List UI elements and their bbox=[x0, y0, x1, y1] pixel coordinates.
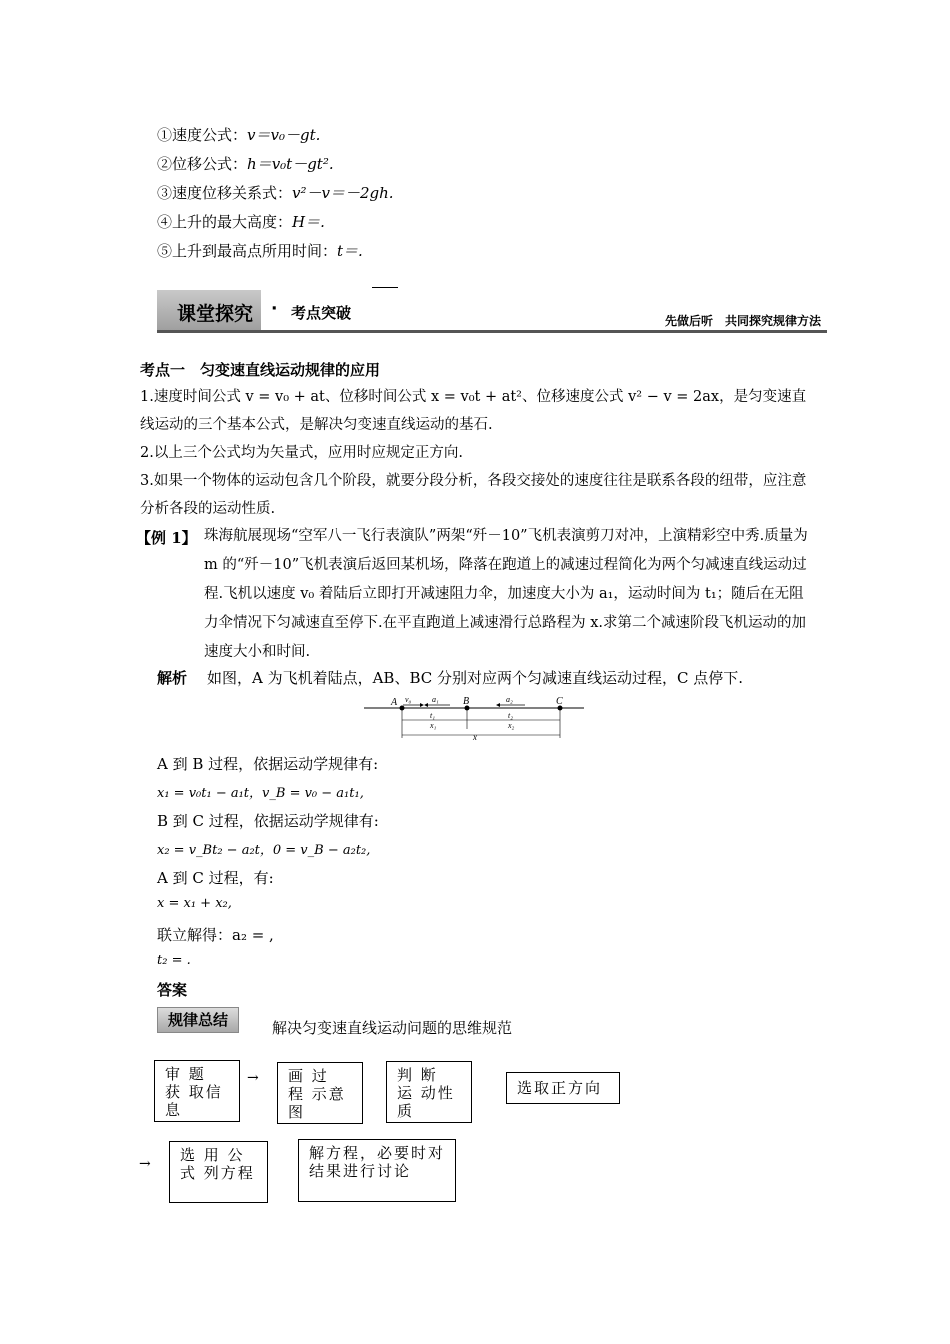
point-c-label: C bbox=[556, 696, 563, 707]
formula-5: ⑤上升到最高点所用时间：t＝. bbox=[157, 242, 363, 260]
section-header-band bbox=[157, 290, 827, 332]
a2-label: a₂ bbox=[506, 695, 513, 704]
rule-badge: 规律总结 bbox=[157, 1007, 239, 1033]
flow-arrow-2: → bbox=[139, 1156, 151, 1172]
flow-box-2: 画 过 程 示意图 bbox=[277, 1062, 363, 1124]
a1-label: a₁ bbox=[432, 695, 439, 704]
step-1: A 到 B 过程，依据运动学规律有: bbox=[157, 755, 379, 773]
point-1: 1.速度时间公式 v = v₀ + at、位移时间公式 x = v₀t + at²、位移速度公式 v² − v = 2ax，是匀变速直线运动的三个基本公式，是解决匀变速直线运动的基石. bbox=[140, 389, 807, 433]
example-text: 珠海航展现场“空军八一飞行表演队”两架“歼－10”飞机表演剪刀对冲，上演精彩空中秀.质量为 m 的“歼－10”飞机表演后返回某机场，降落在跑道上的减速过程简化为两个匀减速直线运动过程.飞机以速度 v₀ 着陆后立即打开减速阻力伞，加速度大小为 a₁，运动时间为 t₁；随后在无阻力伞情况下匀减速直至停下.在平直跑道上减速滑行总路程为 x.求第二个减速阶段飞机运动的加速度大小和时间. bbox=[204, 528, 808, 660]
formula-1-expr: v＝v₀－gt. bbox=[247, 126, 321, 144]
example-label: 【例 1】 bbox=[136, 529, 197, 547]
formula-2: ②位移公式：h＝v₀t－gt². bbox=[157, 155, 334, 173]
step-7: 联立解得：a₂ = , bbox=[157, 926, 274, 944]
header-right-text: 先做后听 共同探究规律方法 bbox=[664, 314, 821, 328]
motion-diagram bbox=[360, 693, 590, 743]
x-label: x bbox=[473, 732, 477, 742]
formula-1: ①速度公式：v＝v₀－gt. bbox=[157, 126, 321, 144]
answer-label: 答案 bbox=[157, 981, 188, 999]
a1-arrowhead bbox=[424, 703, 428, 707]
analysis-label: 解析 bbox=[157, 669, 188, 687]
header-dot: · bbox=[271, 299, 278, 319]
point-a-label: A bbox=[391, 697, 398, 708]
v0-label: v₀ bbox=[405, 695, 412, 704]
flow-box-3: 判 断 运 动性质 bbox=[386, 1061, 472, 1123]
formula-5-expr: t＝. bbox=[337, 242, 363, 260]
a2-arrowhead bbox=[496, 703, 500, 707]
formula-3-expr: v²－v＝－2gh. bbox=[292, 184, 394, 202]
t2-label: t₂ bbox=[508, 711, 514, 720]
small-rule bbox=[372, 287, 398, 288]
formula-3: ③速度位移关系式：v²－v＝－2gh. bbox=[157, 184, 394, 202]
formula-4-expr: H＝. bbox=[292, 213, 325, 231]
point-2: 2.以上三个公式均为矢量式，应用时应规定正方向. bbox=[140, 445, 463, 461]
point-3: 3.如果一个物体的运动包含几个阶段，就要分段分析，各段交接处的速度往往是联系各段的纽带，应注意分析各段的运动性质. bbox=[140, 473, 807, 517]
v0-arrowhead bbox=[420, 703, 424, 707]
header-rule bbox=[157, 330, 827, 333]
header-title: 课堂探究 bbox=[177, 303, 254, 325]
header-subtitle: 考点突破 bbox=[291, 304, 352, 322]
section-title: 考点一 匀变速直线运动规律的应用 bbox=[140, 361, 381, 379]
flow-box-6: 解方程，必要时对结果进行讨论 bbox=[298, 1139, 456, 1202]
flow-box-1: 审 题 获 取信息 bbox=[154, 1060, 240, 1122]
step-3: B 到 C 过程，依据运动学规律有: bbox=[157, 812, 379, 830]
step-2: x₁ = v₀t₁ − a₁t，v_B = v₀ − a₁t₁, bbox=[157, 786, 364, 801]
formula-2-expr: h＝v₀t－gt². bbox=[247, 155, 334, 173]
point-b-label: B bbox=[463, 696, 470, 707]
step-8: t₂ = . bbox=[157, 953, 191, 968]
step-6: x = x₁ + x₂, bbox=[157, 896, 232, 911]
flow-box-5: 选 用 公 式 列方程 bbox=[169, 1141, 268, 1203]
x1-label: x₁ bbox=[430, 721, 437, 730]
flow-box-4: 选取正方向 bbox=[506, 1072, 620, 1104]
step-5: A 到 C 过程，有: bbox=[157, 869, 274, 887]
rule-title: 解决匀变速直线运动问题的思维规范 bbox=[272, 1019, 513, 1037]
analysis-text: 如图，A 为飞机着陆点，AB、BC 分别对应两个匀减速直线运动过程，C 点停下. bbox=[207, 669, 744, 687]
step-4: x₂ = v_Bt₂ − a₂t，0 = v_B − a₂t₂, bbox=[157, 843, 371, 858]
t1-label: t₁ bbox=[430, 711, 436, 720]
x2-label: x₂ bbox=[508, 721, 515, 730]
flow-arrow-1: → bbox=[247, 1070, 259, 1086]
formula-4: ④上升的最大高度：H＝. bbox=[157, 213, 325, 231]
